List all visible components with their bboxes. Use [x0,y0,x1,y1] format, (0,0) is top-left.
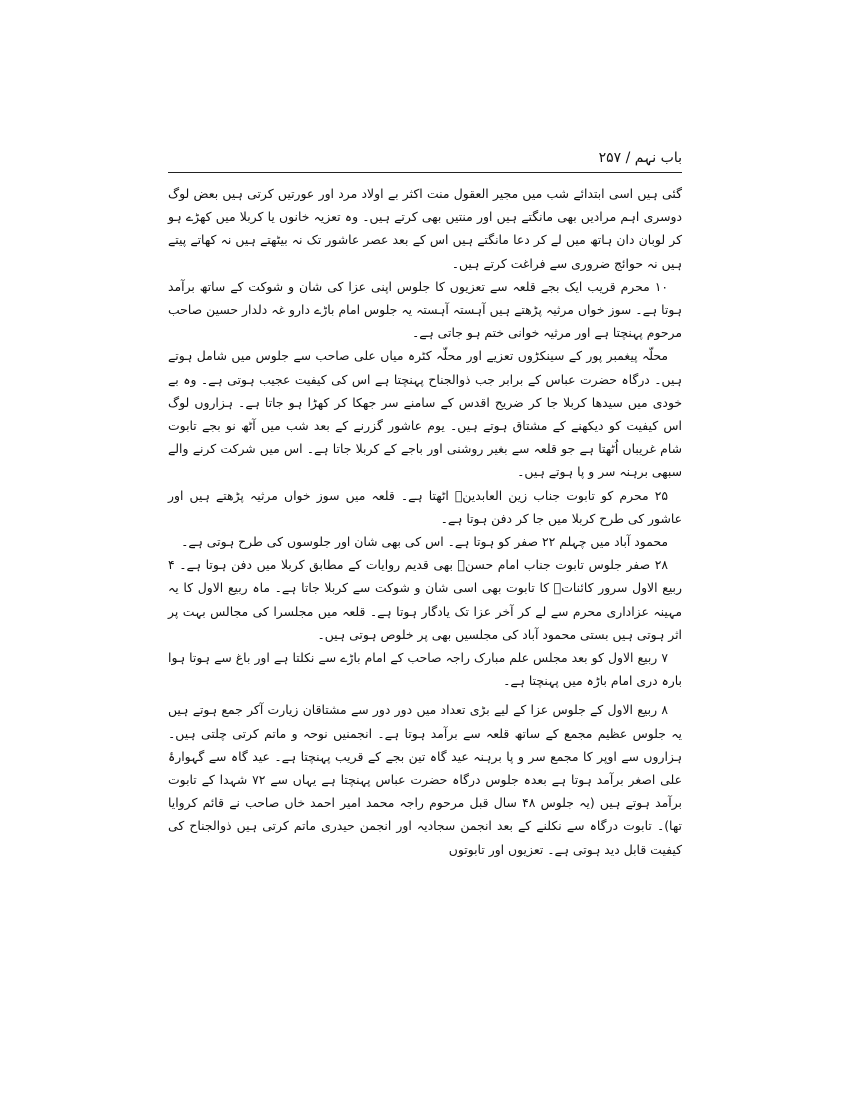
body-text [168,182,682,861]
header-rule [168,172,682,173]
running-header [599,146,682,170]
paragraph-7: ۷ ربیع الاول کو بعد مجلس علم مبارک راجہ صاحب کے امام باڑے سے نکلتا ہے اور باغ سے ہوتا ہوا بارہ دری امام باڑہ میں پہنچتا ہے۔ [168,650,682,689]
header-separator: / [625,150,631,166]
page-number: ۲۵۷ [598,150,622,166]
chapter-title: باب نہم [634,150,682,166]
page-header [168,146,682,170]
paragraph-5: محمود آباد میں چہلم ۲۲ صفر کو ہوتا ہے۔ اس کی بھی شان اور جلوسوں کی طرح ہوتی ہے۔ [181,534,668,550]
paragraph-1: گئی ہیں اسی ابتدائے شب میں مجیر العقول منت اکثر بے اولاد مرد اور عورتیں کرتی ہیں بعض لوگ دوسری اہم مرادیں بھی مانگتے ہیں اور منتیں بھی کرتے ہیں۔ وہ تعزیہ خانوں یا کربلا میں کھڑے ہو کر لوبان دان ہاتھ میں لے کر دعا مانگتے ہیں اس کے بعد عصر عاشور تک نہ بیٹھتے ہیں نہ کھاتے پیتے ہیں نہ حوائج ضروری سے فراغت کرتے ہیں۔ [168,186,682,271]
paragraph-8: ۸ ربیع الاول کے جلوس عزا کے لیے بڑی تعداد میں دور دور سے مشتاقان زیارت آکر جمع ہوتے ہیں یہ جلوس عظیم مجمع کے ساتھ قلعہ سے برآمد ہوتا ہے۔ انجمنیں نوحہ و ماتم کرتی چلتی ہیں۔ ہزاروں سے اوپر کا مجمع سر و پا برہنہ عید گاہ تین بجے کے قریب پہنچتا ہے۔ عید گاہ سے گہوارۂ علی اصغر برآمد ہوتا ہے بعدہ جلوس درگاہ حضرت عباس پہنچتا ہے یہاں سے ۷۲ شہدا کے تابوت برآمد ہوتے ہیں (یہ جلوس ۴۸ سال قبل مرحوم راجہ محمد امیر احمد خاں صاحب نے قائم کروایا تھا)۔ تابوت درگاہ سے نکلنے کے بعد انجمن سجادیہ اور انجمن حیدری ماتم کرتی ہیں ذوالجناح کی کیفیت قابل دید ہوتی ہے۔ تعزیوں اور تابوتوں [168,702,682,857]
paragraph-4: ۲۵ محرم کو تابوت جناب زین العابدینؑ اٹھتا ہے۔ قلعہ میں سوز خواں مرثیہ پڑھتے ہیں اور عاشور کی طرح کربلا میں جا کر دفن ہوتا ہے۔ [168,487,682,526]
paragraph-3: محلّہ پیغمبر پور کے سینکڑوں تعزیے اور محلّہ کٹرہ میاں علی صاحب سے جلوس میں شامل ہوتے ہیں۔ درگاہ حضرت عباس کے برابر جب ذوالجناح پہنچتا ہے اس کی کیفیت عجیب ہوتی ہے۔ وہ بے خودی میں سیدھا کربلا جا کر ضریح اقدس کے سامنے سر جھکا کر کھڑا ہو جاتا ہے۔ ہزاروں لوگ اس کیفیت کو دیکھنے کے مشتاق ہوتے ہیں۔ یوم عاشور گزرنے کے بعد شب میں آٹھ نو بجے تابوت شام غریباں اُٹھتا ہے جو قلعہ سے بغیر روشنی اور باجے کے کربلا جاتا ہے۔ اس میں شرکت کرنے والے سبھی برہنہ سر و پا ہوتے ہیں۔ [168,348,682,480]
paragraph-6: ۲۸ صفر جلوس تابوت جناب امام حسنؑ بھی قدیم روایات کے مطابق کربلا میں دفن ہوتا ہے۔ ۴ ربیع الاول سرور کائناتؐ کا تابوت بھی اسی شان و شوکت سے کربلا جاتا ہے۔ ماہ ربیع الاول کا یہ مہینہ عزاداری محرم سے لے کر آخر عزا تک یادگار ہوتا ہے۔ قلعہ میں مجلسرا کی مجالس بہت پر اثر ہوتی ہیں بستی محمود آباد کی مجلسیں بھی پر خلوص ہوتی ہیں۔ [168,557,682,642]
paragraph-2: ۱۰ محرم قریب ایک بجے قلعہ سے تعزیوں کا جلوس اپنی عزا کی شان و شوکت کے ساتھ برآمد ہوتا ہے۔ سوز خواں مرثیہ پڑھتے ہیں آہستہ آہستہ یہ جلوس امام باڑے دارو غہ دلدار حسین صاحب مرحوم پہنچتا ہے اور مرثیہ خوانی ختم ہو جاتی ہے۔ [168,278,682,341]
